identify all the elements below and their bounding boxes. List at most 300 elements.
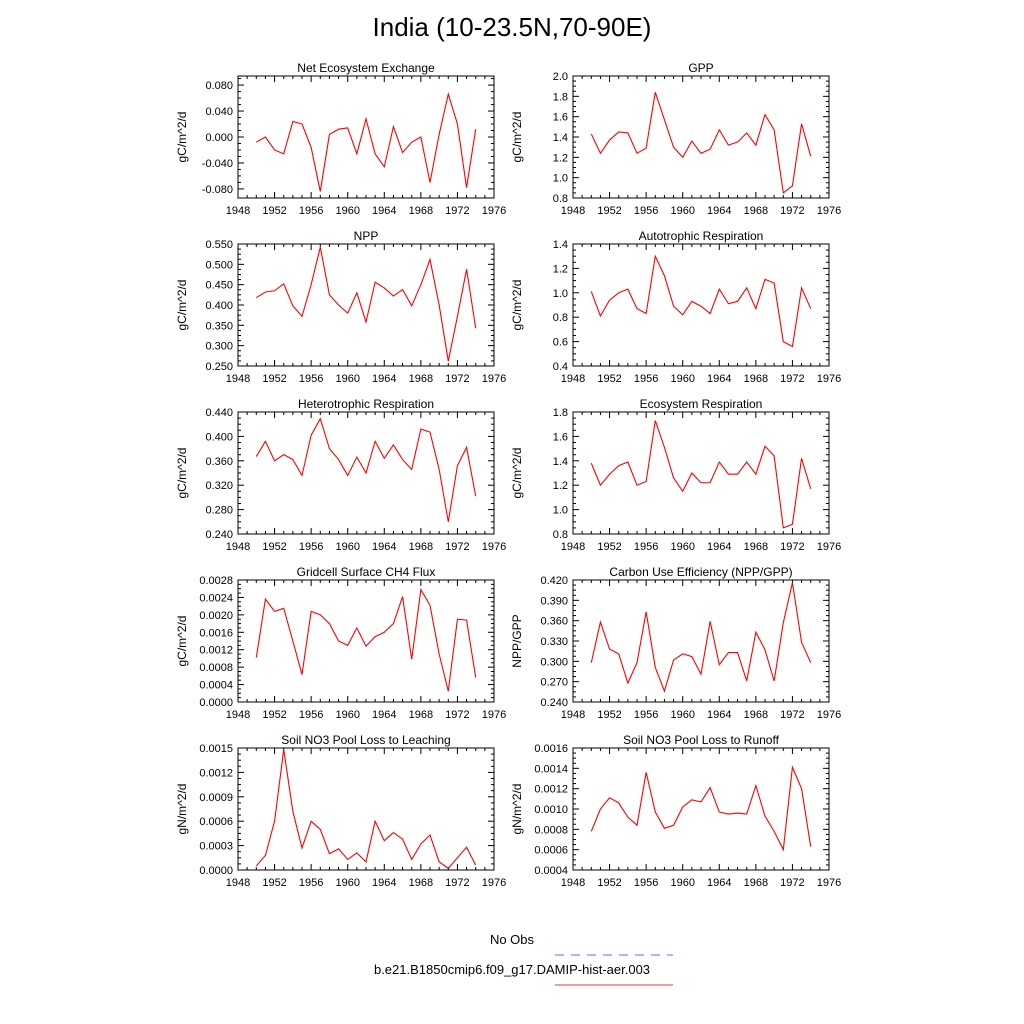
x-tick-label: 1956 [298,373,324,385]
x-tick-label: 1948 [225,877,251,889]
y-tick-label: 0.0004 [534,865,568,877]
x-tick-label: 1960 [335,709,360,721]
data-point [691,656,692,657]
data-point [710,149,711,150]
data-point [283,283,284,284]
panel-title: Soil NO3 Pool Loss to Runoff [623,733,779,747]
x-tick-label: 1960 [670,877,695,889]
data-point [347,313,348,314]
x-tick-label: 1964 [707,709,732,721]
data-point [356,852,357,853]
data-point [475,865,476,866]
data-point [728,303,729,304]
x-tick-label: 1964 [372,877,397,889]
legend-obs-label: No Obs [489,932,535,947]
data-point [792,767,793,768]
y-tick-label: 0.300 [540,656,568,669]
data-point [746,287,747,288]
panel-title: Autotrophic Respiration [638,229,764,243]
y-tick-label: 1.2 [552,152,568,165]
y-tick-label: 0.0008 [199,662,233,675]
data-point [682,491,683,492]
data-point [411,469,412,470]
data-point [329,134,330,135]
data-point [292,811,293,812]
data-point [636,485,637,486]
x-tick-label: 1948 [225,709,251,721]
x-tick-label: 1948 [560,709,586,721]
x-tick-label: 1972 [780,373,805,385]
data-point [475,677,476,678]
series-line [256,419,475,522]
data-point [810,662,811,663]
x-tick-label: 1964 [707,205,732,217]
panel-8 [510,565,841,721]
data-point [265,441,266,442]
data-point [411,859,412,860]
y-axis-label: gC/m^2/d [175,279,189,331]
data-point [320,829,321,830]
y-tick-label: 0.500 [205,259,233,272]
y-tick-label: 0.000 [205,132,233,144]
data-point [375,153,376,154]
data-point [347,859,348,860]
y-tick-label: 0.0000 [199,697,233,709]
series-line [591,767,810,849]
x-tick-label: 1956 [298,877,324,889]
x-tick-label: 1968 [408,373,434,385]
data-point [746,680,747,681]
y-tick-label: 1.0 [552,172,568,185]
data-point [402,838,403,839]
x-tick-label: 1968 [743,877,769,889]
data-point [301,475,302,476]
data-point [710,621,711,622]
y-axis-label: gC/m^2/d [175,447,189,499]
data-point [301,316,302,317]
figure-title: India (10-23.5N,70-90E) [372,12,652,42]
x-tick-label: 1964 [372,541,397,553]
data-point [256,865,257,866]
x-tick-label: 1964 [707,877,732,889]
x-tick-label: 1952 [597,205,622,217]
data-point [365,861,366,862]
data-point [402,596,403,597]
panel-title: GPP [688,61,714,75]
panel-10 [510,733,841,889]
data-point [375,821,376,822]
panel-9 [175,733,506,889]
data-point [292,305,293,306]
data-point [338,459,339,460]
y-tick-label: 1.8 [552,407,568,419]
data-point [365,321,366,322]
plot-frame [573,244,829,366]
data-point [475,496,476,497]
data-point [810,846,811,847]
data-point [691,301,692,302]
x-tick-label: 1964 [372,709,397,721]
data-point [375,636,376,637]
data-point [673,147,674,148]
y-tick-label: 2.0 [552,71,568,83]
y-tick-label: 0.0016 [534,743,568,755]
x-tick-label: 1972 [445,373,470,385]
x-tick-label: 1972 [780,541,805,553]
data-point [627,682,628,683]
data-point [420,284,421,285]
y-tick-label: 1.0 [552,504,568,517]
data-point [420,428,421,429]
y-axis-label: NPP/GPP [510,614,524,668]
data-point [329,448,330,449]
data-point [792,185,793,186]
data-point [627,817,628,818]
data-point [429,432,430,433]
data-point [311,611,312,612]
y-tick-label: 1.4 [552,239,568,251]
data-point [448,361,449,362]
x-tick-label: 1976 [481,373,507,385]
data-point [402,152,403,153]
data-point [256,456,257,457]
data-point [301,123,302,124]
data-point [356,627,357,628]
data-point [801,788,802,789]
y-axis-label: gC/m^2/d [175,615,189,667]
data-point [783,527,784,528]
plot-frame [238,244,494,366]
x-tick-label: 1976 [481,205,507,217]
data-point [700,674,701,675]
y-tick-label: 0.8 [552,312,568,325]
data-point [792,346,793,347]
y-tick-label: 0.240 [205,529,233,541]
data-point [292,640,293,641]
data-point [774,282,775,283]
data-point [448,691,449,692]
series-line [256,94,475,191]
data-point [393,295,394,296]
data-point [764,649,765,650]
data-point [719,664,720,665]
data-point [636,153,637,154]
y-tick-label: 0.4 [552,361,568,373]
data-point [338,304,339,305]
y-tick-label: 0.0006 [534,844,568,857]
x-tick-label: 1968 [743,373,769,385]
x-tick-label: 1952 [262,877,287,889]
x-tick-label: 1952 [597,373,622,385]
data-point [347,127,348,128]
series-line [591,92,810,193]
x-tick-label: 1972 [445,709,470,721]
data-point [402,459,403,460]
data-point [755,785,756,786]
data-point [664,691,665,692]
data-point [746,813,747,814]
y-tick-label: 0.250 [205,361,233,373]
series-line [591,421,810,528]
x-tick-label: 1956 [633,541,659,553]
data-point [810,156,811,157]
data-point [292,121,293,122]
data-point [682,314,683,315]
series-line [591,256,810,346]
data-point [591,662,592,663]
data-point [810,308,811,309]
y-tick-label: 0.0010 [534,804,568,816]
x-tick-label: 1976 [816,205,842,217]
data-point [636,825,637,826]
y-tick-label: 1.0 [552,287,568,300]
y-tick-label: 0.450 [205,279,233,292]
x-tick-label: 1956 [298,541,324,553]
data-point [636,308,637,309]
data-point [737,812,738,813]
x-tick-label: 1948 [560,373,586,385]
panel-6 [510,397,841,553]
x-tick-label: 1960 [335,205,360,217]
data-point [609,474,610,475]
y-tick-label: 0.420 [540,575,568,587]
series-line [256,590,475,692]
data-point [448,521,449,522]
data-point [609,797,610,798]
x-tick-label: 1952 [597,541,622,553]
data-point [365,118,366,119]
data-point [774,129,775,130]
y-tick-label: 0.0004 [199,679,233,692]
data-point [600,485,601,486]
data-point [411,142,412,143]
data-point [737,141,738,142]
x-tick-label: 1952 [262,373,287,385]
data-point [618,802,619,803]
data-point [792,582,793,583]
data-point [755,145,756,146]
data-point [365,472,366,473]
data-point [457,316,458,317]
data-point [609,139,610,140]
x-tick-label: 1972 [780,709,805,721]
data-point [700,153,701,154]
data-point [301,847,302,848]
x-tick-label: 1952 [262,205,287,217]
data-point [384,166,385,167]
data-point [283,454,284,455]
data-point [618,653,619,654]
y-tick-label: 0.0015 [199,743,233,755]
x-tick-label: 1964 [707,541,732,553]
data-point [655,667,656,668]
data-point [764,446,765,447]
data-point [591,463,592,464]
data-point [420,136,421,137]
panel-title: Carbon Use Efficiency (NPP/GPP) [609,565,793,579]
y-tick-label: 1.6 [552,111,568,124]
data-point [311,821,312,822]
data-point [783,849,784,850]
x-tick-label: 1964 [372,373,397,385]
x-tick-label: 1948 [225,205,251,217]
panel-2 [510,61,841,217]
data-point [393,126,394,127]
x-tick-label: 1976 [816,541,842,553]
data-point [764,279,765,280]
data-point [265,855,266,856]
data-point [420,843,421,844]
data-point [439,134,440,135]
data-point [728,145,729,146]
x-tick-label: 1960 [670,205,695,217]
data-point [600,153,601,154]
data-point [265,291,266,292]
data-point [466,619,467,620]
data-point [600,621,601,622]
data-point [664,275,665,276]
data-point [664,119,665,120]
data-point [402,289,403,290]
x-tick-label: 1948 [560,205,586,217]
x-tick-label: 1976 [816,373,842,385]
series-line [591,583,810,691]
data-point [429,182,430,183]
data-point [728,474,729,475]
data-point [774,831,775,832]
series-line [256,247,475,361]
data-point [274,611,275,612]
y-tick-label: 0.8 [552,193,568,205]
data-point [429,259,430,260]
data-point [737,474,738,475]
data-point [682,157,683,158]
data-point [256,297,257,298]
data-point [646,313,647,314]
y-tick-label: 0.0014 [534,763,568,776]
data-point [457,619,458,620]
y-tick-label: 0.0012 [199,767,233,780]
data-point [256,657,257,658]
data-point [792,524,793,525]
data-point [356,457,357,458]
y-tick-label: 0.350 [205,320,233,333]
y-axis-label: gN/m^2/d [175,783,189,835]
data-point [810,488,811,489]
data-point [429,605,430,606]
data-point [783,192,784,193]
data-point [329,623,330,624]
data-point [457,857,458,858]
x-tick-label: 1968 [408,541,434,553]
data-point [618,465,619,466]
panel-title: Ecosystem Respiration [639,397,763,411]
panel-3 [175,229,506,385]
data-point [682,653,683,654]
data-point [801,458,802,459]
plot-frame [573,76,829,198]
data-point [274,290,275,291]
y-axis-label: gC/m^2/d [510,279,524,331]
data-point [618,292,619,293]
y-tick-label: 0.0003 [199,840,233,853]
data-point [265,599,266,600]
data-point [439,653,440,654]
x-tick-label: 1976 [816,709,842,721]
y-tick-label: 0.360 [540,615,568,628]
data-point [283,608,284,609]
panel-title: Gridcell Surface CH4 Flux [296,565,436,579]
data-point [475,328,476,329]
data-point [673,306,674,307]
data-point [646,481,647,482]
data-point [338,640,339,641]
data-point [609,649,610,650]
y-axis-label: gC/m^2/d [510,111,524,163]
y-tick-label: 0.0009 [199,791,233,804]
x-tick-label: 1956 [298,709,324,721]
y-tick-label: -0.080 [201,183,233,196]
x-tick-label: 1952 [262,709,287,721]
y-tick-label: 0.6 [552,336,568,349]
y-tick-label: 0.0028 [199,575,233,587]
data-point [673,825,674,826]
data-point [320,614,321,615]
x-tick-label: 1968 [743,541,769,553]
y-tick-label: 1.8 [552,91,568,104]
y-tick-label: 1.4 [552,455,568,468]
x-tick-label: 1952 [597,709,622,721]
data-point [664,828,665,829]
data-point [301,674,302,675]
data-point [664,447,665,448]
data-point [274,149,275,150]
y-tick-label: 0.8 [552,529,568,541]
y-tick-label: 0.0008 [534,824,568,837]
data-point [618,131,619,132]
x-tick-label: 1956 [633,205,659,217]
y-tick-label: 0.0012 [199,644,233,657]
x-tick-label: 1972 [780,205,805,217]
data-point [439,861,440,862]
panel-title: Heterotrophic Respiration [297,397,435,411]
y-tick-label: 0.330 [540,636,568,648]
x-tick-label: 1952 [262,541,287,553]
data-point [393,623,394,624]
y-tick-label: 0.550 [205,239,233,251]
data-point [274,821,275,822]
data-point [719,289,720,290]
y-tick-label: 0.390 [540,595,568,608]
y-axis-label: gN/m^2/d [510,783,524,835]
data-point [627,289,628,290]
y-tick-label: 0.080 [205,80,233,93]
data-point [466,187,467,188]
x-tick-label: 1948 [225,541,251,553]
data-point [774,455,775,456]
data-point [655,256,656,257]
data-point [627,461,628,462]
data-point [448,94,449,95]
y-tick-label: 0.0024 [199,592,233,605]
panel-title: Soil NO3 Pool Loss to Leaching [281,733,451,747]
data-point [329,853,330,854]
data-point [755,474,756,475]
data-point [691,472,692,473]
panel-7 [175,565,506,721]
x-tick-label: 1952 [597,877,622,889]
data-point [764,114,765,115]
